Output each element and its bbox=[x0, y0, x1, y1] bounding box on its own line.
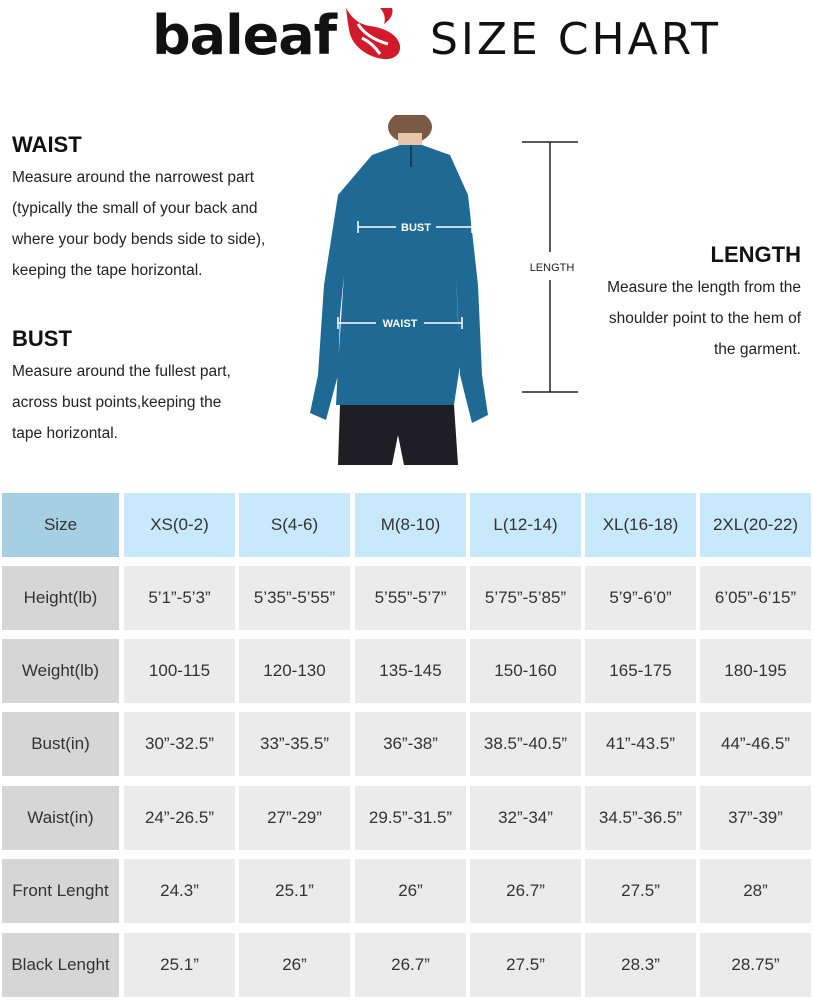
table-cell: 24.3” bbox=[124, 859, 235, 923]
header bbox=[0, 0, 813, 80]
shirt-shape bbox=[310, 145, 488, 423]
table-cell: 33”-35.5” bbox=[239, 712, 350, 776]
table-cell: 150-160 bbox=[470, 639, 581, 703]
length-line: the garment. bbox=[713, 341, 801, 358]
table-cell: 6’05”-6’15” bbox=[700, 566, 811, 630]
table-cell: 28” bbox=[700, 859, 811, 923]
bust-heading: BUST bbox=[12, 326, 72, 351]
table-cell: 27.5” bbox=[470, 933, 581, 997]
row-label: Waist(in) bbox=[2, 786, 119, 850]
table-cell: 5’1”-5’3” bbox=[124, 566, 235, 630]
length-line: Measure the length from the bbox=[607, 279, 801, 296]
size-table bbox=[0, 493, 813, 1000]
table-cell: 28.3” bbox=[585, 933, 696, 997]
table-cell: 26.7” bbox=[355, 933, 466, 997]
table-cell: 32”-34” bbox=[470, 786, 581, 850]
table-cell: 5’75”-5’85” bbox=[470, 566, 581, 630]
leaf-flame-logo-icon bbox=[340, 4, 406, 62]
table-cell: 34.5”-36.5” bbox=[585, 786, 696, 850]
row-label: Bust(in) bbox=[2, 712, 119, 776]
length-heading: LENGTH bbox=[710, 242, 801, 267]
table-cell: 26” bbox=[239, 933, 350, 997]
length-scale bbox=[520, 140, 580, 396]
table-cell: 38.5”-40.5” bbox=[470, 712, 581, 776]
table-cell: 25.1” bbox=[124, 933, 235, 997]
table-cell: 180-195 bbox=[700, 639, 811, 703]
table-cell: 25.1” bbox=[239, 859, 350, 923]
table-cell: 28.75” bbox=[700, 933, 811, 997]
table-cell: 100-115 bbox=[124, 639, 235, 703]
table-cell: 120-130 bbox=[239, 639, 350, 703]
length-description bbox=[571, 272, 801, 365]
table-cell: 29.5”-31.5” bbox=[355, 786, 466, 850]
waist-line: Measure around the narrowest part bbox=[12, 169, 255, 186]
brand-name: baleaf bbox=[152, 4, 337, 67]
row-label: Weight(lb) bbox=[2, 639, 119, 703]
table-cell: 135-145 bbox=[355, 639, 466, 703]
size-header-cell: XS(0-2) bbox=[124, 493, 235, 557]
size-header-cell: M(8-10) bbox=[355, 493, 466, 557]
waist-line: (typically the small of your back and bbox=[12, 200, 258, 217]
table-cell: 27”-29” bbox=[239, 786, 350, 850]
table-cell: 37”-39” bbox=[700, 786, 811, 850]
table-cell: 26.7” bbox=[470, 859, 581, 923]
size-header-cell: 2XL(20-22) bbox=[700, 493, 811, 557]
table-cell: 165-175 bbox=[585, 639, 696, 703]
page-title: SIZE CHART bbox=[430, 14, 721, 65]
row-label: Front Lenght bbox=[2, 859, 119, 923]
bust-line: Measure around the fullest part, bbox=[12, 363, 231, 380]
table-cell: 24”-26.5” bbox=[124, 786, 235, 850]
table-cell: 5’9”-6’0” bbox=[585, 566, 696, 630]
table-cell: 44”-46.5” bbox=[700, 712, 811, 776]
table-cell: 5’55”-5’7” bbox=[355, 566, 466, 630]
bust-line: tape horizontal. bbox=[12, 425, 118, 442]
length-marker-label: LENGTH bbox=[529, 262, 575, 274]
bust-line: across bust points,keeping the bbox=[12, 394, 222, 411]
row-label: Black Lenght bbox=[2, 933, 119, 997]
waist-marker-label: WAIST bbox=[382, 318, 418, 330]
length-line: shoulder point to the hem of bbox=[608, 310, 801, 327]
model-figure bbox=[300, 115, 500, 465]
table-cell: 26” bbox=[355, 859, 466, 923]
table-cell: 36”-38” bbox=[355, 712, 466, 776]
table-cell: 27.5” bbox=[585, 859, 696, 923]
pants-shape bbox=[338, 405, 458, 465]
waist-heading: WAIST bbox=[12, 132, 82, 157]
size-header-cell: L(12-14) bbox=[470, 493, 581, 557]
waist-description bbox=[12, 162, 312, 286]
size-column-header: Size bbox=[2, 493, 119, 557]
bust-marker-label: BUST bbox=[401, 222, 431, 234]
waist-line: where your body bends side to side), bbox=[12, 231, 266, 248]
table-cell: 30”-32.5” bbox=[124, 712, 235, 776]
row-label: Height(lb) bbox=[2, 566, 119, 630]
waist-line: keeping the tape horizontal. bbox=[12, 262, 203, 279]
size-header-cell: S(4-6) bbox=[239, 493, 350, 557]
size-header-cell: XL(16-18) bbox=[585, 493, 696, 557]
table-cell: 41”-43.5” bbox=[585, 712, 696, 776]
table-cell: 5’35”-5’55” bbox=[239, 566, 350, 630]
bust-description bbox=[12, 356, 312, 449]
